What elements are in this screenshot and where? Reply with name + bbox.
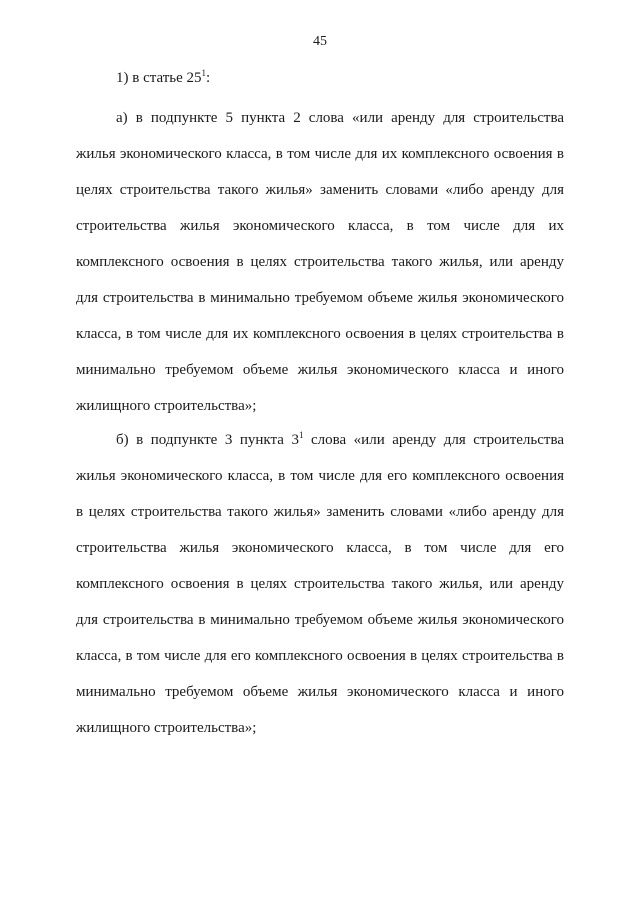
paragraph-b bbox=[76, 422, 564, 746]
page-number: 45 bbox=[313, 34, 327, 49]
paragraph-b-line: жилья экономического класса, в том числе для его комплексного освоения bbox=[76, 468, 564, 484]
paragraph-b-superscript: 1 bbox=[298, 430, 304, 440]
paragraph-b-line: комплексного освоения в целях строительства такого жилья, или аренду bbox=[76, 576, 564, 592]
item-1-prefix: 1) в статье 25 bbox=[116, 70, 202, 86]
paragraph-b-line: класса, в том числе для его комплексного освоения в целях строительства в bbox=[76, 648, 564, 664]
paragraph-a-line: для строительства в минимально требуемом объеме жилья экономического bbox=[76, 290, 564, 306]
paragraph-b-line: в целях строительства такого жилья» заменить словами «либо аренду для bbox=[76, 504, 564, 520]
item-1-line bbox=[76, 60, 564, 96]
paragraph-a-line: строительства жилья экономического класса, в том числе для их bbox=[76, 218, 564, 234]
paragraph-b-line: минимально требуемом объеме жилья экономического класса и иного bbox=[76, 684, 564, 700]
paragraph-a-line: минимально требуемом объеме жилья экономического класса и иного bbox=[76, 362, 564, 378]
paragraph-b-line: жилищного строительства»; bbox=[76, 720, 257, 736]
paragraph-a-line: комплексного освоения в целях строительства такого жилья, или аренду bbox=[76, 254, 564, 270]
paragraph-b-line: для строительства в минимально требуемом объеме жилья экономического bbox=[76, 612, 564, 628]
item-1-superscript: 1 bbox=[201, 68, 207, 78]
paragraph-a bbox=[76, 100, 564, 424]
paragraph-a-line: целях строительства такого жилья» заменить словами «либо аренду для bbox=[76, 182, 564, 198]
item-1 bbox=[76, 60, 564, 96]
paragraph-b-line: строительства жилья экономического класса, в том числе для его bbox=[76, 540, 564, 556]
paragraph-a-line: класса, в том числе для их комплексного освоения в целях строительства в bbox=[76, 326, 564, 342]
paragraph-a-line: а) в подпункте 5 пункта 2 слова «или аренду для строительства bbox=[116, 110, 564, 126]
paragraph-a-line: жилья экономического класса, в том числе для их комплексного освоения в bbox=[76, 146, 564, 162]
item-1-suffix: : bbox=[206, 70, 211, 86]
paragraph-b-first-line bbox=[76, 422, 564, 458]
paragraph-b-suffix: слова «или аренду для строительства bbox=[303, 432, 564, 448]
paragraph-a-line: жилищного строительства»; bbox=[76, 398, 257, 414]
paragraph-b-prefix: б) в подпункте 3 пункта 3 bbox=[116, 432, 299, 448]
